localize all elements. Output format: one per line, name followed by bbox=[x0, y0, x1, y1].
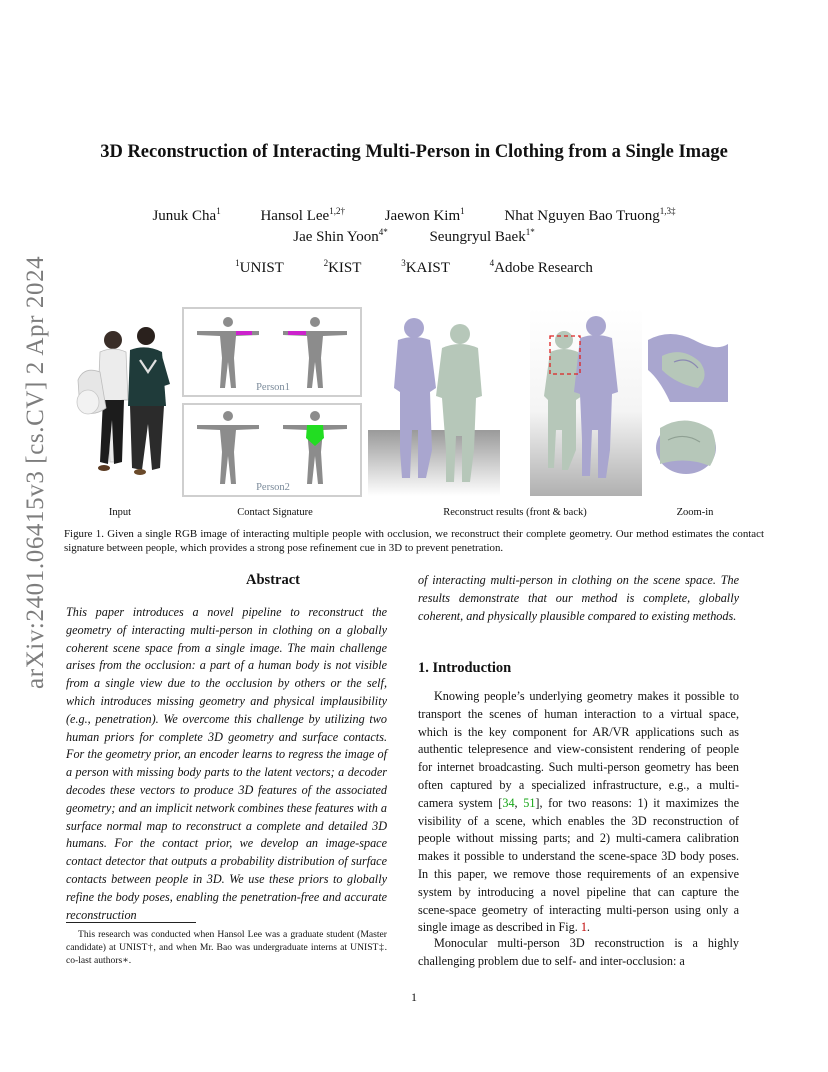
author bbox=[293, 229, 387, 246]
citation-link[interactable]: 34 bbox=[502, 795, 515, 810]
affiliation-sup: 3 bbox=[401, 258, 406, 268]
arxiv-stamp: arXiv:2401.06415v3 [cs.CV] 2 Apr 2024 bbox=[22, 255, 49, 689]
author-sup: 1* bbox=[525, 227, 535, 237]
abstract-continued: of interacting multi-person in clothing on the scene space. The results demonstrate that our method is complete, globally coherent, and physically plausible compared to existing methods. bbox=[418, 573, 739, 623]
intro-paragraph-2: Monocular multi-person 3D reconstruction is a highly challenging problem due to self- and inter-occlusion: a bbox=[418, 936, 739, 968]
abstract-heading-wrap bbox=[218, 572, 328, 589]
affiliation-name: Adobe Research bbox=[494, 260, 593, 276]
footnote bbox=[66, 928, 387, 967]
intro-heading: 1. Introduction bbox=[418, 660, 512, 676]
footnote-rule bbox=[66, 922, 196, 923]
contact-region-magenta bbox=[288, 331, 306, 335]
person2-label: Person2 bbox=[256, 482, 290, 493]
author-sup: 4* bbox=[378, 227, 388, 237]
author-name: Hansol Lee bbox=[260, 208, 330, 224]
input-photo bbox=[77, 327, 170, 475]
author-name: Nhat Nguyen Bao Truong bbox=[504, 208, 660, 224]
author bbox=[429, 229, 534, 246]
paper-title: 3D Reconstruction of Interacting Multi-Person in Clothing from a Single Image bbox=[100, 142, 728, 162]
figure-1 bbox=[70, 300, 760, 505]
citation-link[interactable]: 51 bbox=[523, 795, 536, 810]
affiliation-name: KAIST bbox=[405, 260, 450, 276]
reconstruction-back bbox=[530, 308, 642, 496]
figure-1-graphic bbox=[70, 300, 760, 505]
label-reconstruct-results: Reconstruct results (front & back) bbox=[443, 507, 587, 518]
intro-heading-wrap bbox=[418, 660, 511, 677]
label-input: Input bbox=[108, 507, 132, 518]
contact-signature-panel bbox=[183, 308, 361, 496]
intro-text: ], for two reasons: 1) it maximizes the visibility of a scene, which enables the 3D reconstruction of people without missing parts; and 2) multi-camera calibration makes it possible to understand the scene-space 3D body poses. In this paper, we remove those requirements of an expensive system by introducing a novel pipeline that can capture the scene-space geometry of interacting multi-person using only a single image as described in Fig. bbox=[418, 795, 739, 935]
author bbox=[504, 208, 675, 225]
author-sup: 1,3‡ bbox=[659, 206, 676, 216]
label-zoom-in: Zoom-in bbox=[676, 507, 714, 518]
affiliation bbox=[401, 260, 450, 277]
author bbox=[385, 208, 465, 225]
affiliation bbox=[324, 260, 362, 277]
affiliation bbox=[235, 260, 284, 277]
author-sup: 1 bbox=[216, 206, 221, 216]
affiliation-name: KIST bbox=[328, 260, 362, 276]
affiliation bbox=[490, 260, 593, 277]
label-contact-signature: Contact Signature bbox=[237, 507, 313, 518]
intro-text: . bbox=[586, 920, 590, 935]
footnote-text: This research was conducted when Hansol Lee was a graduate student (Master candidate) at UNIST†, and when Mr. Bao was undergraduate interns at UNIST‡. co-last authors∗. bbox=[66, 929, 387, 966]
contact-region-magenta bbox=[236, 331, 252, 335]
author-name: Junuk Cha bbox=[152, 208, 217, 224]
affiliation-sup: 2 bbox=[323, 258, 329, 268]
author bbox=[260, 208, 344, 225]
authors-line-1 bbox=[60, 208, 768, 225]
affiliations bbox=[60, 260, 768, 277]
author-name: Jae Shin Yoon bbox=[293, 229, 379, 245]
affiliation-name: UNIST bbox=[239, 260, 284, 276]
affiliation-sup: 1 bbox=[235, 258, 240, 268]
zoom-in-panels bbox=[648, 322, 728, 496]
authors-line-2 bbox=[60, 229, 768, 246]
author-name: Jaewon Kim bbox=[384, 208, 461, 224]
citation-separator: , bbox=[514, 795, 524, 810]
abstract-text: This paper introduces a novel pipeline to reconstruct the geometry of interacting multi-person in clothing on a globally coherent scene space from a single image. The main challenge arises from the occlusion: a part of a human body is not visible from a single view due to the occlusion by others or the self, which introduces missing geometry and physical implausibility (e.g., penetration). We overcome this challenge by utilizing two human priors for complete 3D geometry and surface contacts. For the geometry prior, an encoder learns to regress the image of a person with missing body parts to the latent vectors; a decoder decodes these vectors to produce 3D features of the associated geometry; and an implicit network combines these features with a surface normal map to reconstruct a complete and detailed 3D humans. For the contact prior, we develop an image-space contact detector that outputs a probability distribution of surface contacts between people in 3D. We use these priors to globally refine the body poses, enabling the penetration-free and accurate reconstruction bbox=[66, 605, 387, 922]
affiliation-sup: 4 bbox=[489, 258, 495, 268]
person1-label: Person1 bbox=[256, 382, 290, 393]
author bbox=[152, 208, 220, 225]
abstract-heading: Abstract bbox=[246, 572, 300, 588]
author-sup: 1 bbox=[460, 206, 465, 216]
intro-paragraph-1 bbox=[418, 688, 739, 937]
reconstruction-front bbox=[368, 318, 500, 496]
page-number: 1 bbox=[411, 990, 417, 1004]
author-sup: 1,2† bbox=[329, 206, 345, 216]
author-name: Seungryul Baek bbox=[429, 229, 526, 245]
figure-reference-link[interactable]: 1 bbox=[580, 920, 587, 935]
intro-text: Knowing people’s underlying geometry makes it possible to transport the scenes of human interaction to a virtual space, which is the key component for AR/VR applications such as authentic telepresence and view-consistent rendering of people for internet broadcasting. Such multi-person geometry has been often captured by a specialized infrastructure, e.g., a multi-camera system [ bbox=[418, 689, 739, 810]
figure-caption: Figure 1. Given a single RGB image of interacting multiple people with occlusion, we reconstruct their complete geometry. Our method estimates the contact signature between people, which provides a strong pose refinement cue in 3D to prevent penetration. bbox=[64, 528, 764, 554]
